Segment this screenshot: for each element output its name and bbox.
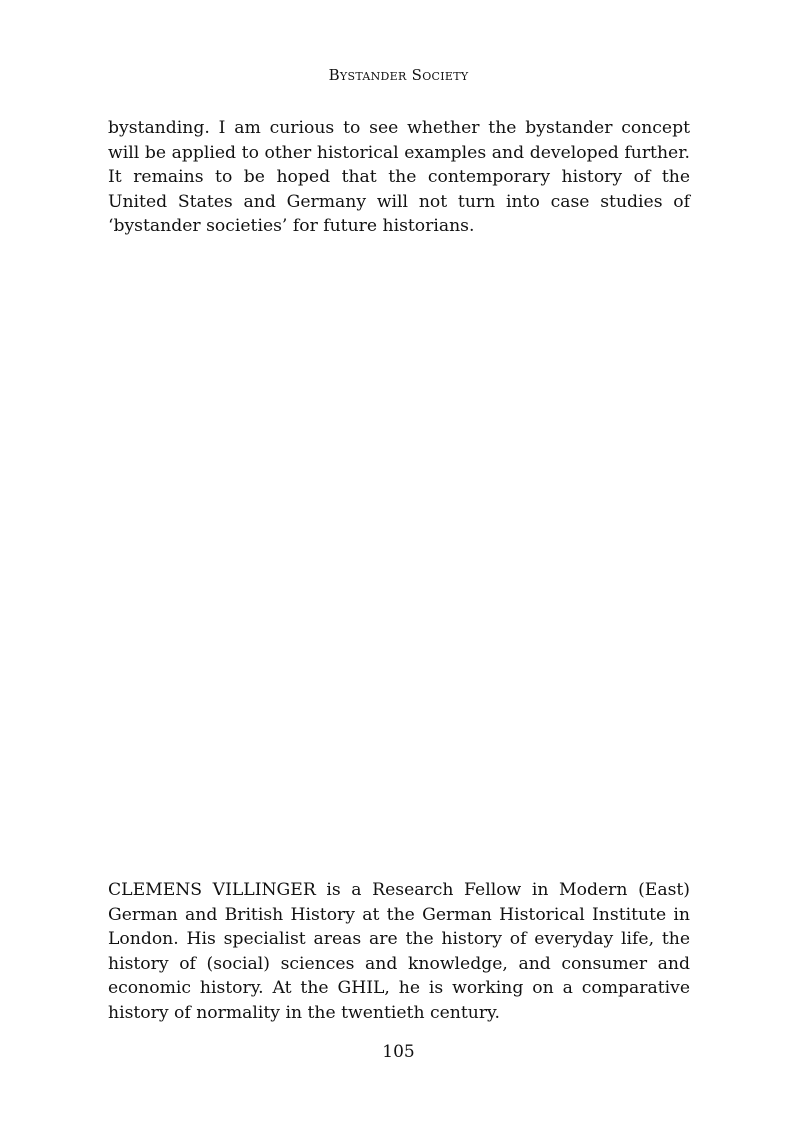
body-paragraph — [108, 116, 690, 239]
author-bio-text: CLEMENS VILLINGER is a Research Fellow in Modern (East) German and British History at the German Historical Institute in London. His specialist areas are the history of everyday life, the history of (social) sciences and knowledge, and consumer and economic history. At the GHIL, he is working on a comparative history of normality in the twentieth century. — [108, 880, 690, 1023]
body-paragraph-text: bystanding. I am curious to see whether the bystander concept will be applied to other historical examples and developed further. It remains to be hoped that the contemporary history of the United States and Germany will not turn into case studies of ‘bystander societies’ for future historians. — [108, 118, 690, 237]
page-number: 105 — [382, 1042, 415, 1062]
running-header: Bystander Society — [328, 66, 469, 84]
author-bio — [108, 878, 690, 1026]
